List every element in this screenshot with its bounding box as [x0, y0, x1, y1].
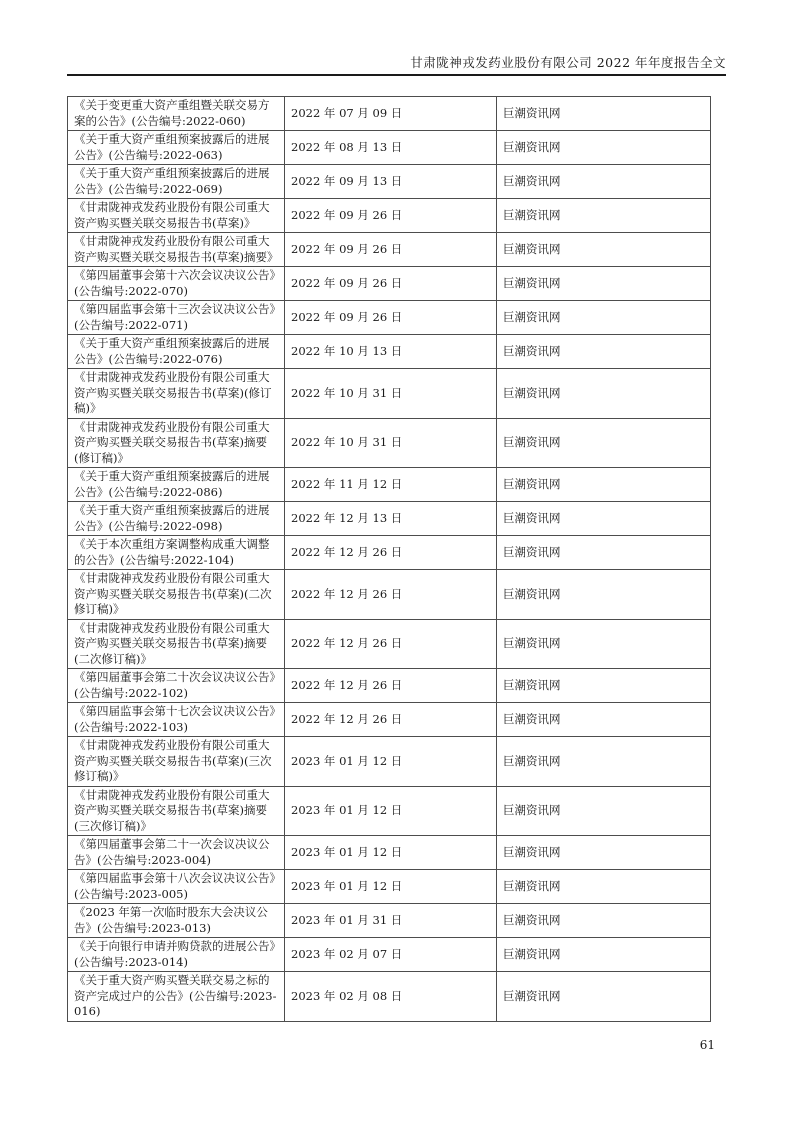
table-row — [68, 737, 711, 787]
announcement-title-cell: 《关于本次重组方案调整构成重大调整的公告》(公告编号:2022-104) — [68, 536, 285, 570]
announcement-date-cell: 2022 年 10 月 13 日 — [285, 335, 497, 369]
table-row — [68, 669, 711, 703]
announcement-date-cell: 2022 年 09 月 26 日 — [285, 199, 497, 233]
announcement-title-cell: 《第四届董事会第二十次会议决议公告》(公告编号:2022-102) — [68, 669, 285, 703]
table-row — [68, 703, 711, 737]
announcement-date-cell: 2022 年 12 月 26 日 — [285, 570, 497, 620]
announcement-site-cell: 巨潮资讯网 — [497, 131, 711, 165]
announcement-site-cell: 巨潮资讯网 — [497, 468, 711, 502]
announcement-site-cell: 巨潮资讯网 — [497, 369, 711, 419]
announcement-site-cell: 巨潮资讯网 — [497, 938, 711, 972]
table-row — [68, 233, 711, 267]
announcement-site-cell: 巨潮资讯网 — [497, 870, 711, 904]
announcement-date-cell: 2022 年 12 月 13 日 — [285, 502, 497, 536]
announcement-title-cell: 《甘肃陇神戎发药业股份有限公司重大资产购买暨关联交易报告书(草案)摘要(三次修订稿)》 — [68, 786, 285, 836]
announcements-disclosure-table — [67, 96, 711, 1022]
announcement-date-cell: 2023 年 02 月 07 日 — [285, 938, 497, 972]
table-row — [68, 369, 711, 419]
announcement-title-cell: 《第四届董事会第二十一次会议决议公告》(公告编号:2023-004) — [68, 836, 285, 870]
announcement-date-cell: 2022 年 09 月 26 日 — [285, 233, 497, 267]
announcement-title-cell: 《2023 年第一次临时股东大会决议公告》(公告编号:2023-013) — [68, 904, 285, 938]
announcement-site-cell: 巨潮资讯网 — [497, 335, 711, 369]
table-row — [68, 570, 711, 620]
announcement-date-cell: 2023 年 02 月 08 日 — [285, 972, 497, 1022]
announcement-date-cell: 2023 年 01 月 12 日 — [285, 786, 497, 836]
announcement-site-cell: 巨潮资讯网 — [497, 786, 711, 836]
announcement-title-cell: 《关于重大资产重组预案披露后的进展公告》(公告编号:2022-098) — [68, 502, 285, 536]
announcement-title-cell: 《关于向银行申请并购贷款的进展公告》(公告编号:2023-014) — [68, 938, 285, 972]
announcement-title-cell: 《关于重大资产重组预案披露后的进展公告》(公告编号:2022-086) — [68, 468, 285, 502]
announcement-site-cell: 巨潮资讯网 — [497, 570, 711, 620]
report-header-title: 甘肃陇神戎发药业股份有限公司 2022 年年度报告全文 — [410, 55, 726, 70]
announcement-date-cell: 2022 年 07 月 09 日 — [285, 97, 497, 131]
announcement-title-cell: 《甘肃陇神戎发药业股份有限公司重大资产购买暨关联交易报告书(草案)(三次修订稿)》 — [68, 737, 285, 787]
announcement-site-cell: 巨潮资讯网 — [497, 418, 711, 468]
announcement-date-cell: 2022 年 11 月 12 日 — [285, 468, 497, 502]
announcement-site-cell: 巨潮资讯网 — [497, 972, 711, 1022]
announcement-date-cell: 2022 年 09 月 26 日 — [285, 301, 497, 335]
announcement-title-cell: 《关于重大资产重组预案披露后的进展公告》(公告编号:2022-063) — [68, 131, 285, 165]
announcement-title-cell: 《第四届董事会第十六次会议决议公告》(公告编号:2022-070) — [68, 267, 285, 301]
announcement-title-cell: 《甘肃陇神戎发药业股份有限公司重大资产购买暨关联交易报告书(草案)(修订稿)》 — [68, 369, 285, 419]
announcement-title-cell: 《关于变更重大资产重组暨关联交易方案的公告》(公告编号:2022-060) — [68, 97, 285, 131]
announcement-date-cell: 2022 年 10 月 31 日 — [285, 369, 497, 419]
announcement-title-cell: 《关于重大资产重组预案披露后的进展公告》(公告编号:2022-076) — [68, 335, 285, 369]
announcements-table-body — [68, 97, 711, 1022]
announcement-site-cell: 巨潮资讯网 — [497, 301, 711, 335]
table-row — [68, 836, 711, 870]
announcement-date-cell: 2023 年 01 月 12 日 — [285, 870, 497, 904]
table-row — [68, 870, 711, 904]
announcement-date-cell: 2022 年 12 月 26 日 — [285, 619, 497, 669]
announcement-date-cell: 2023 年 01 月 12 日 — [285, 836, 497, 870]
announcement-date-cell: 2022 年 12 月 26 日 — [285, 536, 497, 570]
announcement-title-cell: 《甘肃陇神戎发药业股份有限公司重大资产购买暨关联交易报告书(草案)(二次修订稿)》 — [68, 570, 285, 620]
announcement-date-cell: 2022 年 08 月 13 日 — [285, 131, 497, 165]
announcement-title-cell: 《第四届监事会第十七次会议决议公告》(公告编号:2022-103) — [68, 703, 285, 737]
header-divider — [67, 74, 726, 76]
announcement-date-cell: 2023 年 01 月 31 日 — [285, 904, 497, 938]
announcement-site-cell: 巨潮资讯网 — [497, 904, 711, 938]
table-row — [68, 418, 711, 468]
table-row — [68, 468, 711, 502]
announcement-title-cell: 《第四届监事会第十八次会议决议公告》(公告编号:2023-005) — [68, 870, 285, 904]
announcement-title-cell: 《关于重大资产购买暨关联交易之标的资产完成过户的公告》(公告编号:2023-016) — [68, 972, 285, 1022]
announcement-date-cell: 2022 年 10 月 31 日 — [285, 418, 497, 468]
table-row — [68, 199, 711, 233]
announcement-site-cell: 巨潮资讯网 — [497, 703, 711, 737]
announcement-site-cell: 巨潮资讯网 — [497, 669, 711, 703]
announcement-title-cell: 《甘肃陇神戎发药业股份有限公司重大资产购买暨关联交易报告书(草案)》 — [68, 199, 285, 233]
announcement-site-cell: 巨潮资讯网 — [497, 233, 711, 267]
announcement-site-cell: 巨潮资讯网 — [497, 536, 711, 570]
announcement-date-cell: 2022 年 09 月 13 日 — [285, 165, 497, 199]
announcement-date-cell: 2022 年 09 月 26 日 — [285, 267, 497, 301]
announcement-title-cell: 《甘肃陇神戎发药业股份有限公司重大资产购买暨关联交易报告书(草案)摘要(修订稿)》 — [68, 418, 285, 468]
table-row — [68, 267, 711, 301]
table-row — [68, 904, 711, 938]
table-row — [68, 786, 711, 836]
announcement-title-cell: 《甘肃陇神戎发药业股份有限公司重大资产购买暨关联交易报告书(草案)摘要》 — [68, 233, 285, 267]
table-row — [68, 301, 711, 335]
announcement-site-cell: 巨潮资讯网 — [497, 97, 711, 131]
announcement-site-cell: 巨潮资讯网 — [497, 199, 711, 233]
announcement-title-cell: 《关于重大资产重组预案披露后的进展公告》(公告编号:2022-069) — [68, 165, 285, 199]
page-number: 61 — [699, 1038, 715, 1052]
announcement-site-cell: 巨潮资讯网 — [497, 836, 711, 870]
announcement-date-cell: 2023 年 01 月 12 日 — [285, 737, 497, 787]
announcement-site-cell: 巨潮资讯网 — [497, 737, 711, 787]
table-row — [68, 938, 711, 972]
announcement-title-cell: 《甘肃陇神戎发药业股份有限公司重大资产购买暨关联交易报告书(草案)摘要(二次修订稿)》 — [68, 619, 285, 669]
announcement-site-cell: 巨潮资讯网 — [497, 267, 711, 301]
table-row — [68, 619, 711, 669]
table-row — [68, 335, 711, 369]
announcement-title-cell: 《第四届监事会第十三次会议决议公告》(公告编号:2022-071) — [68, 301, 285, 335]
table-row — [68, 972, 711, 1022]
announcement-date-cell: 2022 年 12 月 26 日 — [285, 669, 497, 703]
announcement-site-cell: 巨潮资讯网 — [497, 165, 711, 199]
table-row — [68, 502, 711, 536]
announcement-site-cell: 巨潮资讯网 — [497, 502, 711, 536]
table-row — [68, 131, 711, 165]
table-row — [68, 97, 711, 131]
table-row — [68, 165, 711, 199]
announcement-site-cell: 巨潮资讯网 — [497, 619, 711, 669]
announcement-date-cell: 2022 年 12 月 26 日 — [285, 703, 497, 737]
table-row — [68, 536, 711, 570]
